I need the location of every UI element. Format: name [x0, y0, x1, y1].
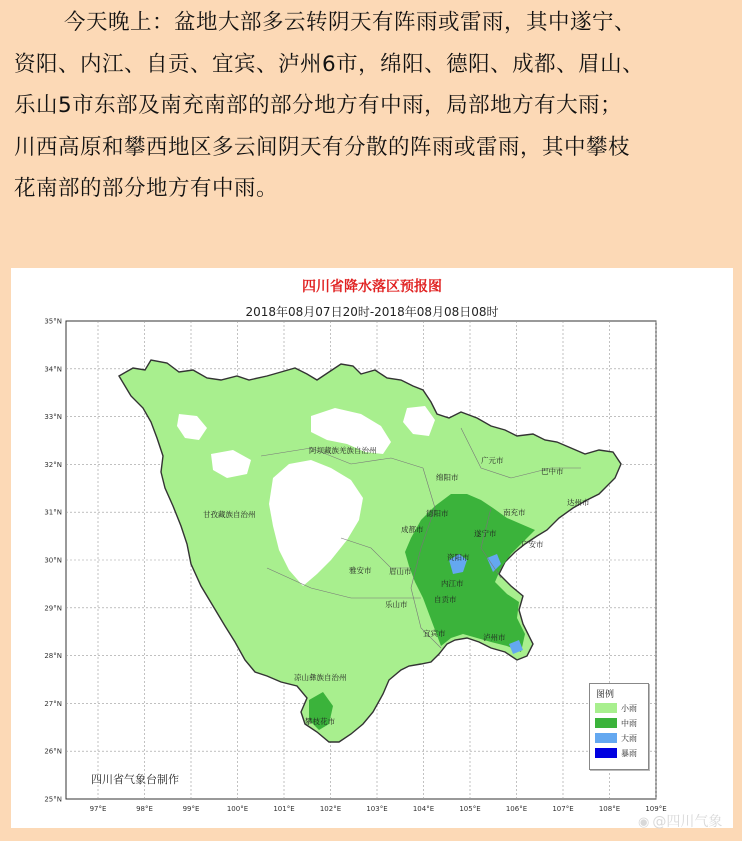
- map-legend: [589, 683, 649, 770]
- city-label-deyang: 德阳市: [426, 509, 449, 518]
- latitude-tick-label: 32°N: [44, 460, 62, 469]
- city-label-leshan: 乐山市: [385, 600, 408, 609]
- latitude-tick-labels: [44, 318, 62, 804]
- region-label-ganzi: 甘孜藏族自治州: [203, 510, 256, 519]
- longitude-tick-label: 109°E: [645, 805, 667, 813]
- latitude-tick-label: 34°N: [44, 365, 62, 374]
- city-label-bazhong: 巴中市: [541, 467, 564, 476]
- longitude-tick-label: 98°E: [136, 805, 153, 813]
- precipitation-map: [11, 268, 733, 828]
- longitude-tick-label: 105°E: [459, 805, 481, 813]
- latitude-tick-label: 35°N: [44, 317, 62, 326]
- weibo-watermark: [638, 811, 722, 831]
- legend-title: 图例: [596, 690, 615, 700]
- longitude-tick-label: 107°E: [552, 805, 574, 813]
- latitude-tick-label: 27°N: [44, 699, 62, 708]
- latitude-tick-label: 28°N: [44, 652, 62, 661]
- legend-item: [595, 717, 647, 729]
- legend-label: 小雨: [621, 704, 637, 713]
- forecast-line: 川西高原和攀西地区多云间阴天有分散的阵雨或雷雨，其中攀枝: [14, 134, 631, 160]
- city-label-yibin: 宜宾市: [423, 629, 446, 638]
- city-label-mianyang: 绵阳市: [436, 473, 459, 482]
- watermark-text: @四川气象: [652, 814, 723, 830]
- latitude-tick-label: 33°N: [44, 413, 62, 422]
- city-label-guangyuan: 广元市: [481, 456, 504, 465]
- weibo-icon: ◉: [638, 815, 650, 830]
- legend-swatch: [595, 733, 617, 743]
- forecast-line: 资阳、内江、自贡、宜宾、泸州6市，绵阳、德阳、成都、眉山、: [14, 51, 645, 77]
- map-title: 四川省降水落区预报图: [302, 279, 442, 295]
- city-label-dazhou: 达州市: [567, 498, 590, 507]
- legend-item: [595, 702, 647, 714]
- latitude-tick-label: 25°N: [44, 795, 62, 804]
- legend-item: [595, 747, 647, 759]
- longitude-tick-labels: [90, 805, 667, 813]
- forecast-line: 乐山5市东部及南充南部的部分地方有中雨，局部地方有大雨；: [14, 93, 623, 118]
- city-label-neijiang: 内江市: [441, 579, 464, 588]
- city-label-zigong: 自贡市: [434, 595, 457, 604]
- legend-swatch: [595, 703, 617, 713]
- city-label-nanchong: 南充市: [503, 508, 526, 517]
- forecast-line: 今天晚上：盆地大部多云转阴天有阵雨或雷雨，其中遂宁、: [64, 10, 637, 35]
- city-label-suining: 遂宁市: [474, 529, 497, 538]
- forecast-line: 花南部的部分地方有中雨。: [14, 176, 279, 201]
- longitude-tick-label: 106°E: [505, 805, 528, 813]
- legend-swatch: [595, 748, 617, 758]
- city-label-chengdu: 成都市: [401, 525, 424, 534]
- longitude-tick-label: 103°E: [366, 805, 388, 813]
- region-label-liangshan: 凉山彝族自治州: [294, 673, 347, 682]
- latitude-tick-label: 26°N: [44, 747, 62, 756]
- city-label-guangan: 广安市: [521, 540, 544, 549]
- longitude-tick-label: 100°E: [226, 805, 249, 813]
- longitude-tick-label: 104°E: [412, 805, 435, 813]
- latitude-tick-label: 30°N: [44, 556, 62, 565]
- longitude-tick-label: 97°E: [89, 805, 107, 813]
- latitude-tick-label: 31°N: [44, 508, 62, 517]
- longitude-tick-label: 101°E: [273, 805, 295, 813]
- city-label-panzhihua: 攀枝花市: [305, 717, 335, 726]
- map-subtitle: 2018年08月07日20时-2018年08月08日08时: [245, 305, 499, 319]
- city-label-luzhou: 泸州市: [483, 633, 506, 642]
- longitude-tick-label: 102°E: [319, 805, 342, 813]
- legend-label: 暴雨: [621, 749, 637, 758]
- city-label-yaan: 雅安市: [349, 566, 372, 575]
- longitude-tick-label: 99°E: [182, 805, 200, 813]
- legend-label: 大雨: [621, 734, 637, 743]
- city-label-ziyang: 资阳市: [447, 553, 470, 562]
- region-label-aba: 阿坝藏族羌族自治州: [309, 446, 377, 455]
- city-label-meishan: 眉山市: [389, 567, 412, 576]
- forecast-text: [14, 2, 734, 210]
- legend-label: 中雨: [621, 719, 637, 728]
- latitude-tick-label: 29°N: [44, 604, 62, 613]
- map-credit: 四川省气象台制作: [91, 773, 179, 786]
- longitude-tick-label: 108°E: [598, 805, 621, 813]
- legend-item: [595, 732, 647, 744]
- legend-swatch: [595, 718, 617, 728]
